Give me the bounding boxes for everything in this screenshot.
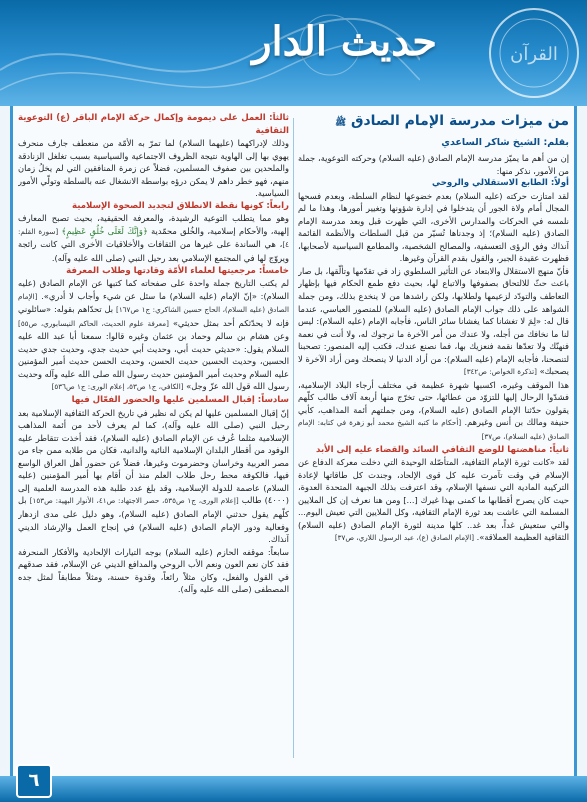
section-6-text: إنّ إقبال المسلمين عليها لم يكن له نظير في تاريخ الحركة الثقافية الإسلامية بعد رحيل النبي (صلى الله عليه وآله)، كما لم يعرف لأحد من أئمة المذاهب الإسلامية مثلما عُرف عن الإمام الصادق (عليه السلام)، فقد أخذت تتقاطر عليه الوفود من أقطار البلدان الإسلامية النائية والدانية، فكان من طلابه ممن جاء من مصر العربية وخراسان وحضرموت وغيرها، فضلاً عن حضور أهل العراق الواسع فيها، فالكوفة محط رحل طلاب العلم منذ أن أقام بها أمير المؤمنين (عليه السلام) عاصمة للدولة الإسلامية، وقد بلغ عدد طلبة هذه المدرسة العلمية إلى (٤٠٠٠) طالب bbox=[18, 407, 289, 506]
section-1-paragraph-3 bbox=[298, 379, 569, 444]
section-5-text: لم يكتب التاريخ جملة واحدة على صفحاته كما كتبها عن الإمام الصادق (عليه السلام): «إنّ الإمام (عليه السلام) ما سئل عن شيء وأجاب لا أدري». bbox=[18, 278, 289, 301]
section-heading-4: رابعاً: كونها نقطة الانطلاق لتجديد الصحوة الإسلامية bbox=[72, 200, 289, 211]
section-7-text: فقد كان نعم العون ونعم الأب الروحي والمدافع الديني عن الإسلام، فقد صدقهم في القول والفعل، وكان مثلاً رائعاً، وقدوة حسنة، ومثلاً مطابقاً لمثل جده المصطفى (صلى الله عليه وآله). bbox=[18, 559, 289, 595]
section-5-text-3: وعن هشام بن سالم وحماد بن عثمان وغيره قالوا: سمعنا أبا عبد الله عليه السلام يقول: «حديثي حديث أبي، وحديث أبي حديث جدي، وحديث جدي حديث الحسين، وحديث الحسين حديث الحسن، وحديث الحسن حديث أمير المؤمنين عليه السلام وحديث أمير المؤمنين حديث رسول الله صلى الله عليه وآله وحديث رسول الله قول الله عزّ وجل» bbox=[18, 331, 289, 392]
section-3-paragraph: وذلك لإدراكهما (عليهما السلام) لما تمرّ به الأمّة من منعطف جارف منحرف يهوي بها إلى الهاوية نتيجة الظروف الاجتماعية والسياسية بسبب تغلغل الزنادقة والملحدين بين صفوف المسلمين، فضلاً عن زمرة المنافقين التي لم يخلُ زمان منهم، فهو خطر داهم لا يمكن درؤه بواسطة الانشغال عنه بالسلطة وتولّي الأمور السياسية. bbox=[18, 138, 289, 199]
citation: [الكافي، ج١ ص٥٣، إعلام الورى: ج١ ص٥٣٦] bbox=[51, 382, 184, 392]
section-5-paragraph bbox=[18, 277, 289, 394]
citation: [الإمام الصادق (عليه السلام)، الحاج حسين الشاكري: ج١ ص١٦٧] bbox=[18, 291, 289, 315]
section-1-paragraph-1: لقد امتازت حركته (عليه السلام) بعدم خضوعها لنظام السلطة، وبعدم فسحها المجال أمام ولاة الجور أن يتدخلوا في إدارة شؤونها وتغيير أمورها، وهذا ما لم نلمسه في الحركات والمدارس الأخرى، التي ظهرت قبل وبعد مدرسة الإمام الصادق (عليه السلام)؛ إذ وجدناها تُسيّر من قبل السلطات والأنظمة القائمة آنذاك وفق الرؤى التعسفية، والمصالح الشخصية، والمطامع السياسية لأصحابها، فظهرت عقيدة الجبر، والقول بقدم القرآن وغيرها. bbox=[298, 190, 569, 264]
section-title: حديث الدار bbox=[252, 18, 437, 65]
citation: [أحكام ما كتبه الشيخ محمد أبو زهرة في كتابه: الإمام الصادق (عليه السلام)، ص٣٧] bbox=[298, 418, 569, 442]
section-6-text-2: بل كلّهم يقول حدثني الإمام الصادق (عليه السلام)، وهو دليل على مدى ازدهار وفعالية ودور الإمام الصادق (عليه السلام) في إنجاح العمل والإرشاد الديني آنذاك. bbox=[18, 495, 289, 545]
section-1-paragraph-3-text: هذا الموقف وغيره، اكسبها شهرة عظيمة في مختلف أرجاء البلاد الإسلامية، فشدّوا الرحال إليها للتزوّد من عطائها، حتى تخرّج منها أربعة آلاف طالب كلّهم يقولون حدّثنا الإمام الصادق (عليه السلام)، ومن جملتهم أئمة المذاهب، كأبي حنيفة ومالك بن أنس وغيرهم. bbox=[298, 379, 569, 428]
byline: بقلم: الشيخ شاكر الساعدي bbox=[441, 137, 569, 148]
section-7-lead: سابعاً: موقفه الحازم (عليه السلام) بوجه التيارات الإلحادية والأفكار المنحرفة bbox=[18, 546, 289, 557]
section-2-paragraph bbox=[298, 456, 569, 545]
section-5-text-2: بل تحدّاهم بقوله: «سائلوني فإنه لا يحدّثكم أحد بمثل حديثي» bbox=[18, 304, 289, 328]
section-1-paragraph-2-text: فأنّ منهج الاستقلال والابتعاد عن التأثير السلطوي زاد في تقدّمها وتألّقها، بل صار باعث حثّ للالتحاق بصفوفها والاتباع لها، بحيث دفع طمع الحكام فيها بإظهار التعاطف والتودّد لزعيمها ولطلابها، ولكن راشدها من لا ينخدع بذلك، ومن جملة الشواهد على ذلك جواب الإمام الصادق (عليه السلام) للمنصور العباسي، عندما قال له: «لِمَ لا تغشانا كما يغشانا سائر الناس، فأجابه الإمام (عليه السلام): ليس لنا ما نخافك من أجله، ولا عندك من أمر الآخرة ما نرجوك له، ولا أنت في نعمة فنهنّك ولا تعدّها نقمة فنعزيك بها، فما نصنع عندك، فكتب إليه المنصور: تصحبنا لتنصحنا، فأجابه الإمام (عليه السلام): من أراد الدنيا لا ينصحك ومن أراد الآخرة لا يصحبك» bbox=[298, 265, 569, 377]
citation: [إعلام الورى، ج١ ص٥٣٥، حصر الاجتهاد: ص٤١، الأنوار البهية: ص١٥٣] bbox=[29, 496, 239, 506]
section-2-paragraph-text: لقد «كانت ثورة الإمام الثقافية، المتأصّلة الوحيدة التي دخلت معركة الدفاع عن الإسلام في وقت تآمرت عليه كل قوى الإلحاد، وجندت كل طاقاتها لإعادة التركيبة المادية التي نسفها الإسلام، وقد اعترفت بذلك الجبهة المتحدة العدوة، حيث كان يصرح أقطابها ما كمنى بهذا غيرك [...] ومن هنا نعرف إن كل الملايين المسلمة التي عاشت بعد ثورة الإمام الثقافية، وكل الملايين التي تعيش اليوم... والتي ستعيش غداً، بعد غد.. كلها مدينة لثورة الإمام الصادق (عليه السلام) الثقافية العظيمة العملاقة». bbox=[298, 457, 569, 543]
quran-quote: ﴿وَإِنَّكَ لَعَلَى خُلُقٍ عَظِيمٍ﴾ bbox=[61, 225, 148, 236]
section-6-paragraph bbox=[18, 407, 289, 546]
right-column bbox=[298, 112, 569, 762]
column-divider bbox=[293, 118, 294, 758]
intro-paragraph: إن من أهم ما يميّز مدرسة الإمام الصادق (عليه السلام) وحركته التوعوية، جملة من الأمور، نذكر منها: bbox=[298, 153, 569, 176]
section-7-paragraph bbox=[18, 546, 289, 596]
section-4-paragraph bbox=[18, 212, 289, 264]
quran-emblem-icon bbox=[487, 6, 581, 100]
section-heading-1: أولاً: الطابع الاستقلالي والروحي bbox=[432, 178, 569, 189]
emblem-text: القرآن bbox=[510, 44, 558, 65]
section-4-text: وهو مما يتطلب التوعية الرشيدة، والمعرفة الحقيقية، بحيث تصبح المعارف إلهية، والأحكام إسلامية، والخُلق محمّدية bbox=[18, 213, 289, 236]
section-heading-5: خامساً: مرجعيتها لعلماء الأمّة وقادتها وطلاب المعرفة bbox=[66, 265, 289, 276]
citation: [تذكرة الخواص: ص٣٤٢] bbox=[463, 367, 537, 377]
section-heading-3: ثالثاً: العمل على ديمومة وإكمال حركة الإمام الباقر (ع) التوعوية الثقافية bbox=[18, 113, 289, 136]
left-column bbox=[18, 112, 289, 762]
footer-bar bbox=[0, 776, 587, 802]
page-number: ٦ bbox=[16, 764, 52, 798]
section-4-text-2: ، هي الساندة على غيرها من الثقافات والأخلاقيات الأخرى التي كانت رائجة ويروّج لها في المجتمع الإسلامي بعد رحيل النبي (صلى الله عليه وآله). bbox=[18, 239, 289, 264]
article-title bbox=[298, 112, 569, 132]
honorific-glyph: ﷺ bbox=[335, 118, 347, 128]
citation: [الإمام الصادق (ع)، عبد الرسول اللاري، ص٣٧] bbox=[334, 533, 474, 543]
citation: [معرفة علوم الحديث، الحاكم النيسابوري، ص٥٥] bbox=[18, 318, 169, 328]
citation: [سورة القلم: ٤] bbox=[18, 226, 289, 250]
article-title-text: من ميزات مدرسة الإمام الصادق bbox=[350, 113, 569, 129]
header-banner bbox=[0, 0, 587, 106]
section-heading-2: ثانياً: مناهضتها للوضع الثقافي السائد والقضاء عليه إلى الأبد bbox=[315, 444, 569, 455]
section-heading-6: سادساً: إقبال المسلمين عليها والحضور الفعّال فيها bbox=[71, 395, 289, 406]
section-1-paragraph-2 bbox=[298, 265, 569, 379]
